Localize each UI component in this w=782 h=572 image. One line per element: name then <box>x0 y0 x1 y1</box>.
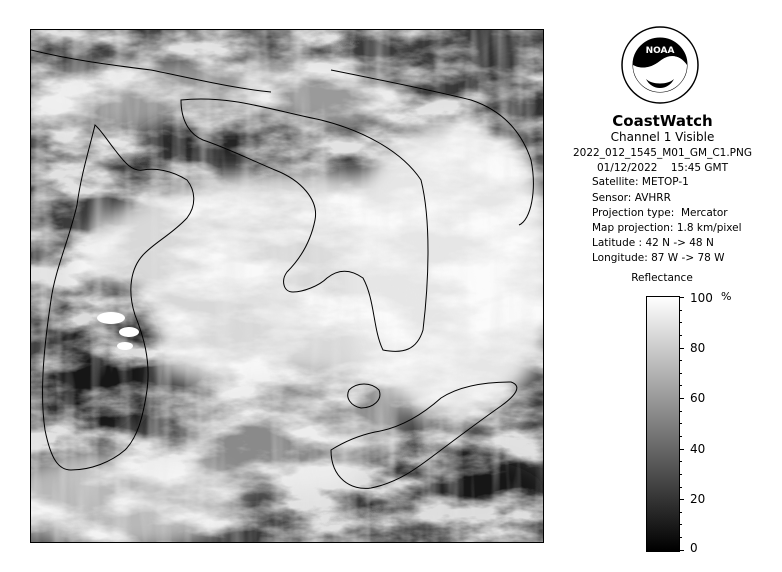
date-time <box>555 162 770 175</box>
colorbar-tick-label: 60 <box>690 391 706 405</box>
colorbar-minor-tick <box>679 474 682 475</box>
meta-sensor: Sensor: AVHRR <box>592 192 671 204</box>
colorbar-minor-tick <box>679 322 682 323</box>
time-value: 15:45 GMT <box>670 162 729 174</box>
colorbar-minor-tick <box>679 385 682 386</box>
colorbar-minor-tick <box>679 360 682 361</box>
colorbar-tick-label: 40 <box>690 442 706 456</box>
colorbar-tick-label: 0 <box>690 541 698 555</box>
meta-map-projection: Map projection: 1.8 km/pixel <box>592 222 742 234</box>
meta-latitude: Latitude : 42 N -> 48 N <box>592 237 714 249</box>
colorbar-minor-tick <box>679 524 682 525</box>
colorbar-minor-tick <box>679 335 682 336</box>
brand-title: CoastWatch <box>612 112 713 130</box>
meta-satellite: Satellite: METOP-1 <box>592 176 689 188</box>
colorbar-title: Reflectance <box>631 272 693 284</box>
colorbar-minor-tick <box>679 411 682 412</box>
satellite-image <box>30 29 544 543</box>
colorbar-tick-label: 100 <box>690 291 713 305</box>
noaa-logo-svg <box>620 25 700 105</box>
logo-noaa-text: NOAA <box>645 46 675 56</box>
colorbar-tick-label: 20 <box>690 492 706 506</box>
colorbar-minor-tick <box>679 423 682 424</box>
colorbar-tick <box>679 449 684 450</box>
colorbar-minor-tick <box>679 461 682 462</box>
colorbar-tick <box>679 499 684 500</box>
colorbar-tick <box>679 550 684 551</box>
colorbar-minor-tick <box>679 487 682 488</box>
file-name: 2022_012_1545_M01_GM_C1.PNG <box>572 147 753 159</box>
noaa-logo <box>620 25 700 105</box>
colorbar-gradient <box>646 296 680 552</box>
colorbar-minor-tick <box>679 512 682 513</box>
streak-texture <box>31 30 543 542</box>
meta-longitude: Longitude: 87 W -> 78 W <box>592 252 725 264</box>
date-value: 01/12/2022 <box>596 162 658 174</box>
colorbar-unit: % <box>721 290 732 303</box>
colorbar-tick <box>679 348 684 349</box>
colorbar-tick <box>679 398 684 399</box>
colorbar-minor-tick <box>679 373 682 374</box>
channel-label: Channel 1 Visible <box>610 130 715 144</box>
colorbar-tick <box>679 297 684 298</box>
colorbar-minor-tick <box>679 436 682 437</box>
meta-projection-type: Projection type: Mercator <box>592 207 728 219</box>
satellite-image-svg <box>31 30 543 542</box>
colorbar-minor-tick <box>679 310 682 311</box>
colorbar-minor-tick <box>679 537 682 538</box>
colorbar-tick-label: 80 <box>690 341 706 355</box>
